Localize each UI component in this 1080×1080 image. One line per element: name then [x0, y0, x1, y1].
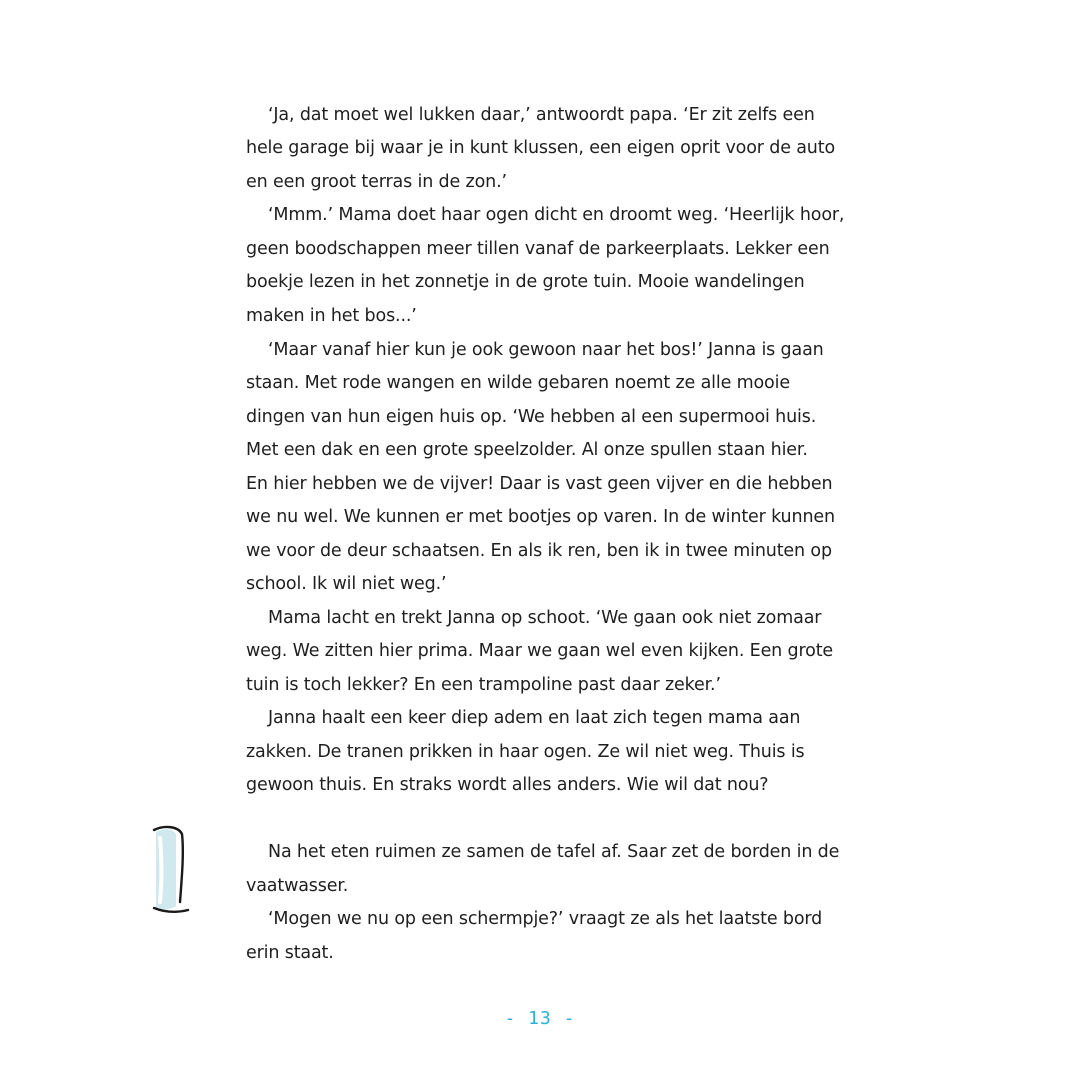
text-line: we nu wel. We kunnen er met bootjes op varen. In de winter kunnen [246, 507, 835, 527]
text-line: boekje lezen in het zonnetje in de grote tuin. Mooie wandelingen [246, 272, 805, 292]
text-line: ‘Maar vanaf hier kun je ook gewoon naar het bos!’ Janna is gaan [268, 340, 824, 360]
text-line: ‘Mogen we nu op een schermpje?’ vraagt ze als het laatste bord [268, 909, 823, 929]
text-line: maken in het bos...’ [246, 306, 417, 326]
text-line: we voor de deur schaatsen. En als ik ren, ben ik in twee minuten op [246, 541, 832, 561]
text-line: staan. Met rode wangen en wilde gebaren noemt ze alle mooie [246, 373, 790, 393]
text-line: geen boodschappen meer tillen vanaf de parkeerplaats. Lekker een [246, 239, 830, 259]
text-line: erin staat. [246, 943, 334, 963]
text-line: en een groot terras in de zon.’ [246, 172, 507, 192]
sketch-fragment-icon [150, 822, 194, 918]
text-line: gewoon thuis. En straks wordt alles anders. Wie wil dat nou? [246, 775, 769, 795]
text-line: zakken. De tranen prikken in haar ogen. Ze wil niet weg. Thuis is [246, 742, 805, 762]
text-line: ‘Ja, dat moet wel lukken daar,’ antwoordt papa. ‘Er zit zelfs een [268, 105, 815, 125]
text-line: En hier hebben we de vijver! Daar is vast geen vijver en die hebben [246, 474, 833, 494]
text-line: Mama lacht en trekt Janna op schoot. ‘We gaan ook niet zomaar [268, 608, 822, 628]
text-line: tuin is toch lekker? En een trampoline past daar zeker.’ [246, 675, 721, 695]
text-line: weg. We zitten hier prima. Maar we gaan wel even kijken. Een grote [246, 641, 834, 661]
text-line: dingen van hun eigen huis op. ‘We hebben al een supermooi huis. [246, 407, 817, 427]
text-line: Na het eten ruimen ze samen de tafel af. Saar zet de borden in de [268, 842, 840, 862]
text-line: ‘Mmm.’ Mama doet haar ogen dicht en droomt weg. ‘Heerlijk hoor, [268, 205, 845, 225]
text-line: school. Ik wil niet weg.’ [246, 574, 447, 594]
page-number: - 13 - [504, 1008, 576, 1029]
text-line: hele garage bij waar je in kunt klussen, een eigen oprit voor de auto [246, 138, 836, 158]
text-line: Met een dak en een grote speelzolder. Al onze spullen staan hier. [246, 440, 808, 460]
text-line: Janna haalt een keer diep adem en laat zich tegen mama aan [268, 708, 801, 728]
text-line: vaatwasser. [246, 876, 349, 896]
